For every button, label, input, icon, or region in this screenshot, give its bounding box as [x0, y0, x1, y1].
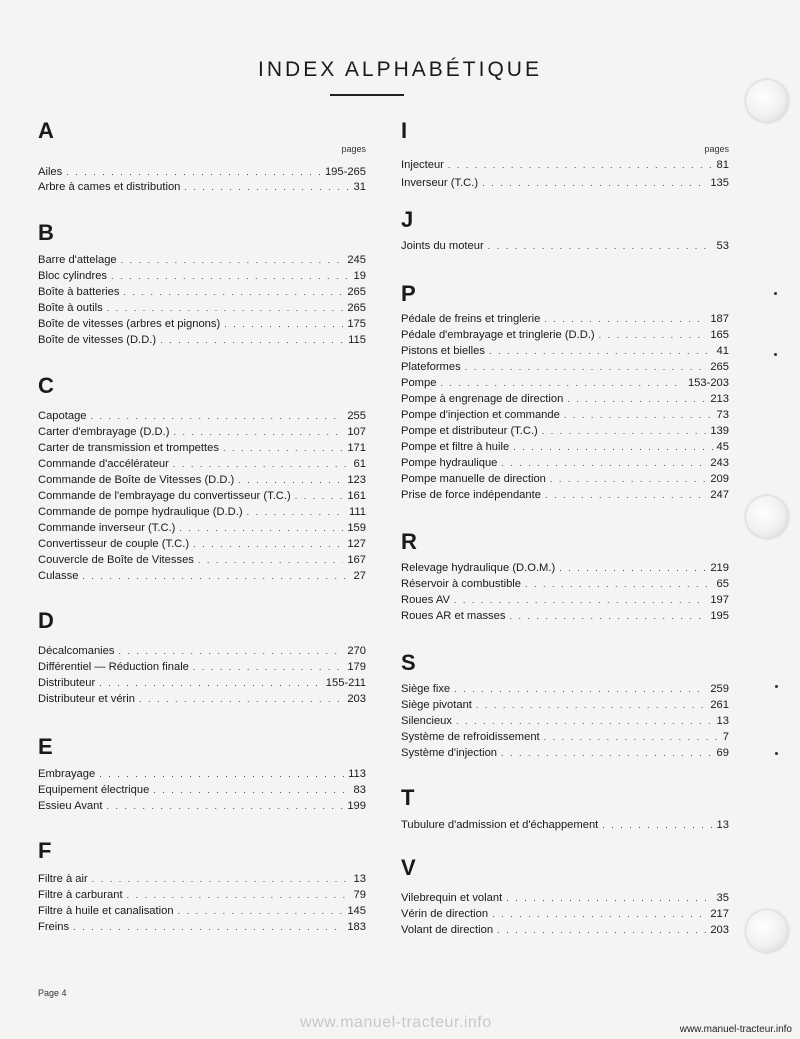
section-letter-j: J	[401, 207, 414, 232]
index-entry-page: 115	[348, 334, 366, 346]
index-entry	[38, 889, 366, 905]
index-entry-name: Essieu Avant	[38, 800, 103, 812]
index-entry-page: 265	[347, 302, 366, 314]
dot-leader	[66, 167, 321, 177]
dot-leader	[559, 563, 706, 573]
index-entry-page: 165	[710, 329, 729, 341]
index-entry	[38, 166, 366, 182]
index-entry-page: 13	[353, 873, 366, 885]
index-entry-name: Filtre à carburant	[38, 889, 123, 901]
index-entry-page: 31	[353, 181, 366, 193]
index-entry-page: 155-211	[325, 677, 366, 689]
dot-leader	[544, 732, 719, 742]
index-entry-page: 175	[347, 318, 366, 330]
index-entry-page: 13	[716, 715, 729, 727]
dot-leader	[448, 160, 713, 170]
section-letter-t: T	[401, 785, 415, 810]
index-entry-page: 65	[716, 578, 729, 590]
section-letter-a: A	[38, 118, 54, 143]
index-entry-name: Barre d'attelage	[38, 254, 117, 266]
index-entry-page: 187	[710, 313, 729, 325]
index-entry	[401, 747, 729, 763]
pages-column-header: pages	[704, 144, 729, 154]
section-letter-i: I	[401, 118, 408, 143]
index-entry	[38, 538, 366, 554]
index-entry-name: Distributeur	[38, 677, 96, 689]
index-entry-name: Siège pivotant	[401, 699, 472, 711]
watermark: www.manuel-tracteur.info	[300, 1014, 492, 1031]
index-entry-name: Pompe et filtre à huile	[401, 441, 510, 453]
index-entry	[38, 905, 366, 921]
index-entry	[401, 329, 729, 345]
dot-leader	[564, 410, 713, 420]
index-entry-page: 139	[710, 425, 729, 437]
index-entry-name: Siège fixe	[401, 683, 451, 695]
dot-leader	[513, 442, 712, 452]
dot-leader	[153, 785, 349, 795]
index-entry	[38, 522, 366, 538]
index-entry-page: 261	[710, 699, 729, 711]
index-entry-page: 179	[347, 661, 366, 673]
binder-hole-bottom	[746, 910, 788, 952]
dot-leader	[178, 906, 344, 916]
paper-speck	[774, 292, 777, 295]
index-entry-name: Pédale d'embrayage et tringlerie (D.D.)	[401, 329, 595, 341]
index-entry-name: Commande d'accélérateur	[38, 458, 169, 470]
index-entry-name: Carter d'embrayage (D.D.)	[38, 426, 170, 438]
dot-leader	[599, 330, 707, 340]
dot-leader	[107, 303, 344, 313]
index-entry-page: 195-265	[324, 166, 366, 178]
index-entry-name: Vérin de direction	[401, 908, 489, 920]
index-entry-name: Pompe d'injection et commande	[401, 409, 560, 421]
index-entry	[38, 570, 366, 586]
index-entry-name: Arbre à cames et distribution	[38, 181, 181, 193]
index-entry-page: 53	[716, 240, 729, 252]
index-entry-name: Système d'injection	[401, 747, 498, 759]
dot-leader	[509, 611, 706, 621]
index-entry-name: Pistons et bielles	[401, 345, 485, 357]
dot-leader	[567, 394, 706, 404]
section-letter-s: S	[401, 650, 416, 675]
index-entry-page: 107	[347, 426, 366, 438]
dot-leader	[454, 595, 706, 605]
title-underline	[330, 94, 404, 96]
index-entry	[38, 426, 366, 442]
dot-leader	[106, 801, 343, 811]
dot-leader	[123, 287, 343, 297]
dot-leader	[501, 458, 706, 468]
dot-leader	[127, 890, 350, 900]
dot-leader	[193, 539, 343, 549]
dot-leader	[295, 491, 344, 501]
paper-speck	[775, 752, 778, 755]
index-entry-page: 270	[347, 645, 366, 657]
index-entry	[38, 800, 366, 816]
index-entry	[38, 286, 366, 302]
index-entry-name: Pompe manuelle de direction	[401, 473, 546, 485]
dot-leader	[238, 475, 343, 485]
index-entry-page: 197	[710, 594, 729, 606]
index-entry	[401, 489, 729, 505]
section-letter-v: V	[401, 855, 416, 880]
index-entry	[38, 490, 366, 506]
index-entry-name: Inverseur (T.C.)	[401, 177, 479, 189]
dot-leader	[465, 362, 707, 372]
index-entry-page: 69	[716, 747, 729, 759]
index-entry-page: 113	[348, 768, 366, 780]
index-entry-name: Filtre à air	[38, 873, 88, 885]
index-entry	[38, 506, 366, 522]
index-entry-page: 213	[710, 393, 729, 405]
index-entry-name: Roues AR et masses	[401, 610, 506, 622]
index-entry-name: Système de refroidissement	[401, 731, 540, 743]
binder-hole-middle	[746, 496, 788, 538]
index-entry	[38, 474, 366, 490]
index-entry	[38, 270, 366, 286]
paper-speck	[774, 353, 777, 356]
index-entry-name: Commande de Boîte de Vitesses (D.D.)	[38, 474, 235, 486]
index-entry-page: 27	[353, 570, 366, 582]
index-entry-page: 209	[710, 473, 729, 485]
index-entry-name: Freins	[38, 921, 70, 933]
page-number: Page 4	[38, 988, 67, 998]
index-entry-name: Silencieux	[401, 715, 452, 727]
index-entry-name: Commande de l'embrayage du convertisseur (T.C.)	[38, 490, 291, 502]
index-entry	[38, 181, 366, 197]
index-entry-page: 127	[347, 538, 366, 550]
index-entry	[401, 159, 729, 175]
dot-leader	[173, 427, 343, 437]
index-entry-page: 259	[710, 683, 729, 695]
index-entry	[401, 473, 729, 489]
index-entry	[38, 410, 366, 426]
index-entry-page: 123	[347, 474, 366, 486]
index-entry	[401, 177, 729, 193]
dot-leader	[184, 182, 349, 192]
dot-leader	[454, 684, 706, 694]
index-entry-page: 219	[710, 562, 729, 574]
dot-leader	[99, 769, 344, 779]
index-entry-page: 203	[347, 693, 366, 705]
index-entry-name: Carter de transmission et trompettes	[38, 442, 219, 454]
index-entry-name: Prise de force indépendante	[401, 489, 541, 501]
index-entry	[401, 377, 729, 393]
dot-leader	[545, 490, 706, 500]
dot-leader	[92, 874, 350, 884]
dot-leader	[73, 922, 343, 932]
index-entry	[38, 458, 366, 474]
index-entry	[38, 921, 366, 937]
index-entry	[38, 693, 366, 709]
index-entry-name: Filtre à huile et canalisation	[38, 905, 174, 917]
section-letter-b: B	[38, 220, 54, 245]
index-entry-name: Pompe	[401, 377, 437, 389]
dot-leader	[193, 662, 343, 672]
index-entry-name: Boîte à batteries	[38, 286, 120, 298]
index-entry	[401, 610, 729, 626]
watermark-small: www.manuel-tracteur.info	[679, 1024, 792, 1035]
index-entry-page: 161	[347, 490, 366, 502]
dot-leader	[488, 241, 713, 251]
index-entry-name: Relevage hydraulique (D.O.M.)	[401, 562, 556, 574]
section-letter-p: P	[401, 281, 416, 306]
index-entry-name: Pompe hydraulique	[401, 457, 498, 469]
index-entry	[401, 425, 729, 441]
dot-leader	[482, 178, 706, 188]
index-entry	[401, 924, 729, 940]
index-entry-name: Différentiel — Réduction finale	[38, 661, 189, 673]
pages-column-header: pages	[341, 144, 366, 154]
index-entry-name: Boîte à outils	[38, 302, 103, 314]
dot-leader	[542, 426, 707, 436]
index-entry-page: 171	[347, 442, 366, 454]
index-entry	[401, 715, 729, 731]
index-entry-name: Vilebrequin et volant	[401, 892, 503, 904]
index-entry	[401, 240, 729, 256]
dot-leader	[492, 909, 706, 919]
dot-leader	[506, 893, 712, 903]
index-entry	[401, 393, 729, 409]
index-entry	[401, 361, 729, 377]
dot-leader	[82, 571, 349, 581]
index-entry-page: 243	[710, 457, 729, 469]
index-entry-name: Tubulure d'admission et d'échappement	[401, 819, 599, 831]
index-entry-page: 217	[710, 908, 729, 920]
dot-leader	[139, 694, 343, 704]
section-letter-r: R	[401, 529, 417, 554]
section-letter-d: D	[38, 608, 54, 633]
paper-speck	[775, 685, 778, 688]
index-entry	[38, 677, 366, 693]
dot-leader	[550, 474, 706, 484]
index-entry-page: 183	[347, 921, 366, 933]
index-entry-page: 83	[353, 784, 366, 796]
index-entry-name: Plateformes	[401, 361, 461, 373]
index-entry-page: 167	[347, 554, 366, 566]
index-entry	[38, 302, 366, 318]
index-entry-name: Commande inverseur (T.C.)	[38, 522, 176, 534]
index-entry-page: 265	[710, 361, 729, 373]
index-entry-name: Equipement électrique	[38, 784, 150, 796]
index-entry-page: 159	[347, 522, 366, 534]
index-entry-name: Couvercle de Boîte de Vitesses	[38, 554, 194, 566]
index-entry-page: 81	[716, 159, 729, 171]
index-entry-page: 73	[716, 409, 729, 421]
index-entry-page: 135	[710, 177, 729, 189]
index-entry-page: 247	[710, 489, 729, 501]
index-entry	[401, 409, 729, 425]
index-entry	[38, 554, 366, 570]
index-entry-name: Boîte de vitesses (D.D.)	[38, 334, 157, 346]
index-entry-name: Injecteur	[401, 159, 444, 171]
dot-leader	[121, 255, 344, 265]
dot-leader	[501, 748, 713, 758]
dot-leader	[525, 579, 713, 589]
index-entry	[401, 578, 729, 594]
index-entry-page: 13	[716, 819, 729, 831]
index-entry-name: Pédale de freins et tringlerie	[401, 313, 541, 325]
dot-leader	[91, 411, 344, 421]
index-entry	[401, 594, 729, 610]
index-entry	[38, 784, 366, 800]
index-entry	[401, 457, 729, 473]
section-letter-e: E	[38, 734, 53, 759]
dot-leader	[544, 314, 706, 324]
dot-leader	[497, 925, 706, 935]
index-entry	[401, 892, 729, 908]
index-entry	[401, 819, 729, 835]
index-entry-page: 153-203	[687, 377, 729, 389]
dot-leader	[247, 507, 345, 517]
index-entry	[38, 334, 366, 350]
index-entry-page: 45	[716, 441, 729, 453]
index-entry-name: Bloc cylindres	[38, 270, 108, 282]
index-entry-name: Roues AV	[401, 594, 450, 606]
index-entry-page: 255	[347, 410, 366, 422]
dot-leader	[160, 335, 344, 345]
index-entry	[401, 345, 729, 361]
dot-leader	[224, 319, 343, 329]
index-entry-name: Pompe à engrenage de direction	[401, 393, 564, 405]
index-entry-name: Convertisseur de couple (T.C.)	[38, 538, 190, 550]
index-entry-name: Joints du moteur	[401, 240, 484, 252]
index-entry-name: Embrayage	[38, 768, 96, 780]
dot-leader	[198, 555, 343, 565]
index-entry	[38, 318, 366, 334]
dot-leader	[111, 271, 350, 281]
dot-leader	[476, 700, 706, 710]
index-entry-name: Distributeur et vérin	[38, 693, 135, 705]
section-letter-f: F	[38, 838, 52, 863]
index-entry-page: 19	[353, 270, 366, 282]
index-entry-page: 35	[716, 892, 729, 904]
index-entry-name: Ailes	[38, 166, 63, 178]
index-entry-page: 245	[347, 254, 366, 266]
index-entry	[401, 562, 729, 578]
index-entry-name: Boîte de vitesses (arbres et pignons)	[38, 318, 221, 330]
index-entry-name: Décalcomanies	[38, 645, 115, 657]
index-entry	[38, 442, 366, 458]
dot-leader	[179, 523, 343, 533]
index-entry-page: 265	[347, 286, 366, 298]
dot-leader	[602, 820, 712, 830]
index-entry	[401, 731, 729, 747]
index-entry	[401, 313, 729, 329]
index-entry	[401, 908, 729, 924]
dot-leader	[118, 646, 343, 656]
dot-leader	[173, 459, 350, 469]
index-entry-page: 199	[347, 800, 366, 812]
index-entry	[38, 768, 366, 784]
index-entry-name: Pompe et distributeur (T.C.)	[401, 425, 538, 437]
index-entry	[401, 699, 729, 715]
index-entry-page: 111	[348, 506, 366, 518]
dot-leader	[489, 346, 713, 356]
index-entry-page: 79	[353, 889, 366, 901]
page-title: INDEX ALPHABÉTIQUE	[258, 58, 542, 81]
index-entry	[38, 254, 366, 270]
dot-leader	[440, 378, 683, 388]
dot-leader	[223, 443, 343, 453]
index-entry-name: Capotage	[38, 410, 87, 422]
index-entry-name: Volant de direction	[401, 924, 494, 936]
index-entry	[401, 441, 729, 457]
index-entry-name: Culasse	[38, 570, 79, 582]
index-entry	[38, 661, 366, 677]
index-entry-page: 41	[716, 345, 729, 357]
index-entry-page: 145	[347, 905, 366, 917]
index-entry-page: 7	[722, 731, 729, 743]
index-entry-page: 61	[353, 458, 366, 470]
index-entry	[38, 873, 366, 889]
index-entry-name: Réservoir à combustible	[401, 578, 522, 590]
index-entry	[38, 645, 366, 661]
index-entry-page: 203	[710, 924, 729, 936]
binder-hole-top	[746, 80, 788, 122]
index-entry	[401, 683, 729, 699]
dot-leader	[99, 678, 322, 688]
index-entry-page: 195	[710, 610, 729, 622]
section-letter-c: C	[38, 373, 54, 398]
dot-leader	[456, 716, 713, 726]
index-entry-name: Commande de pompe hydraulique (D.D.)	[38, 506, 243, 518]
